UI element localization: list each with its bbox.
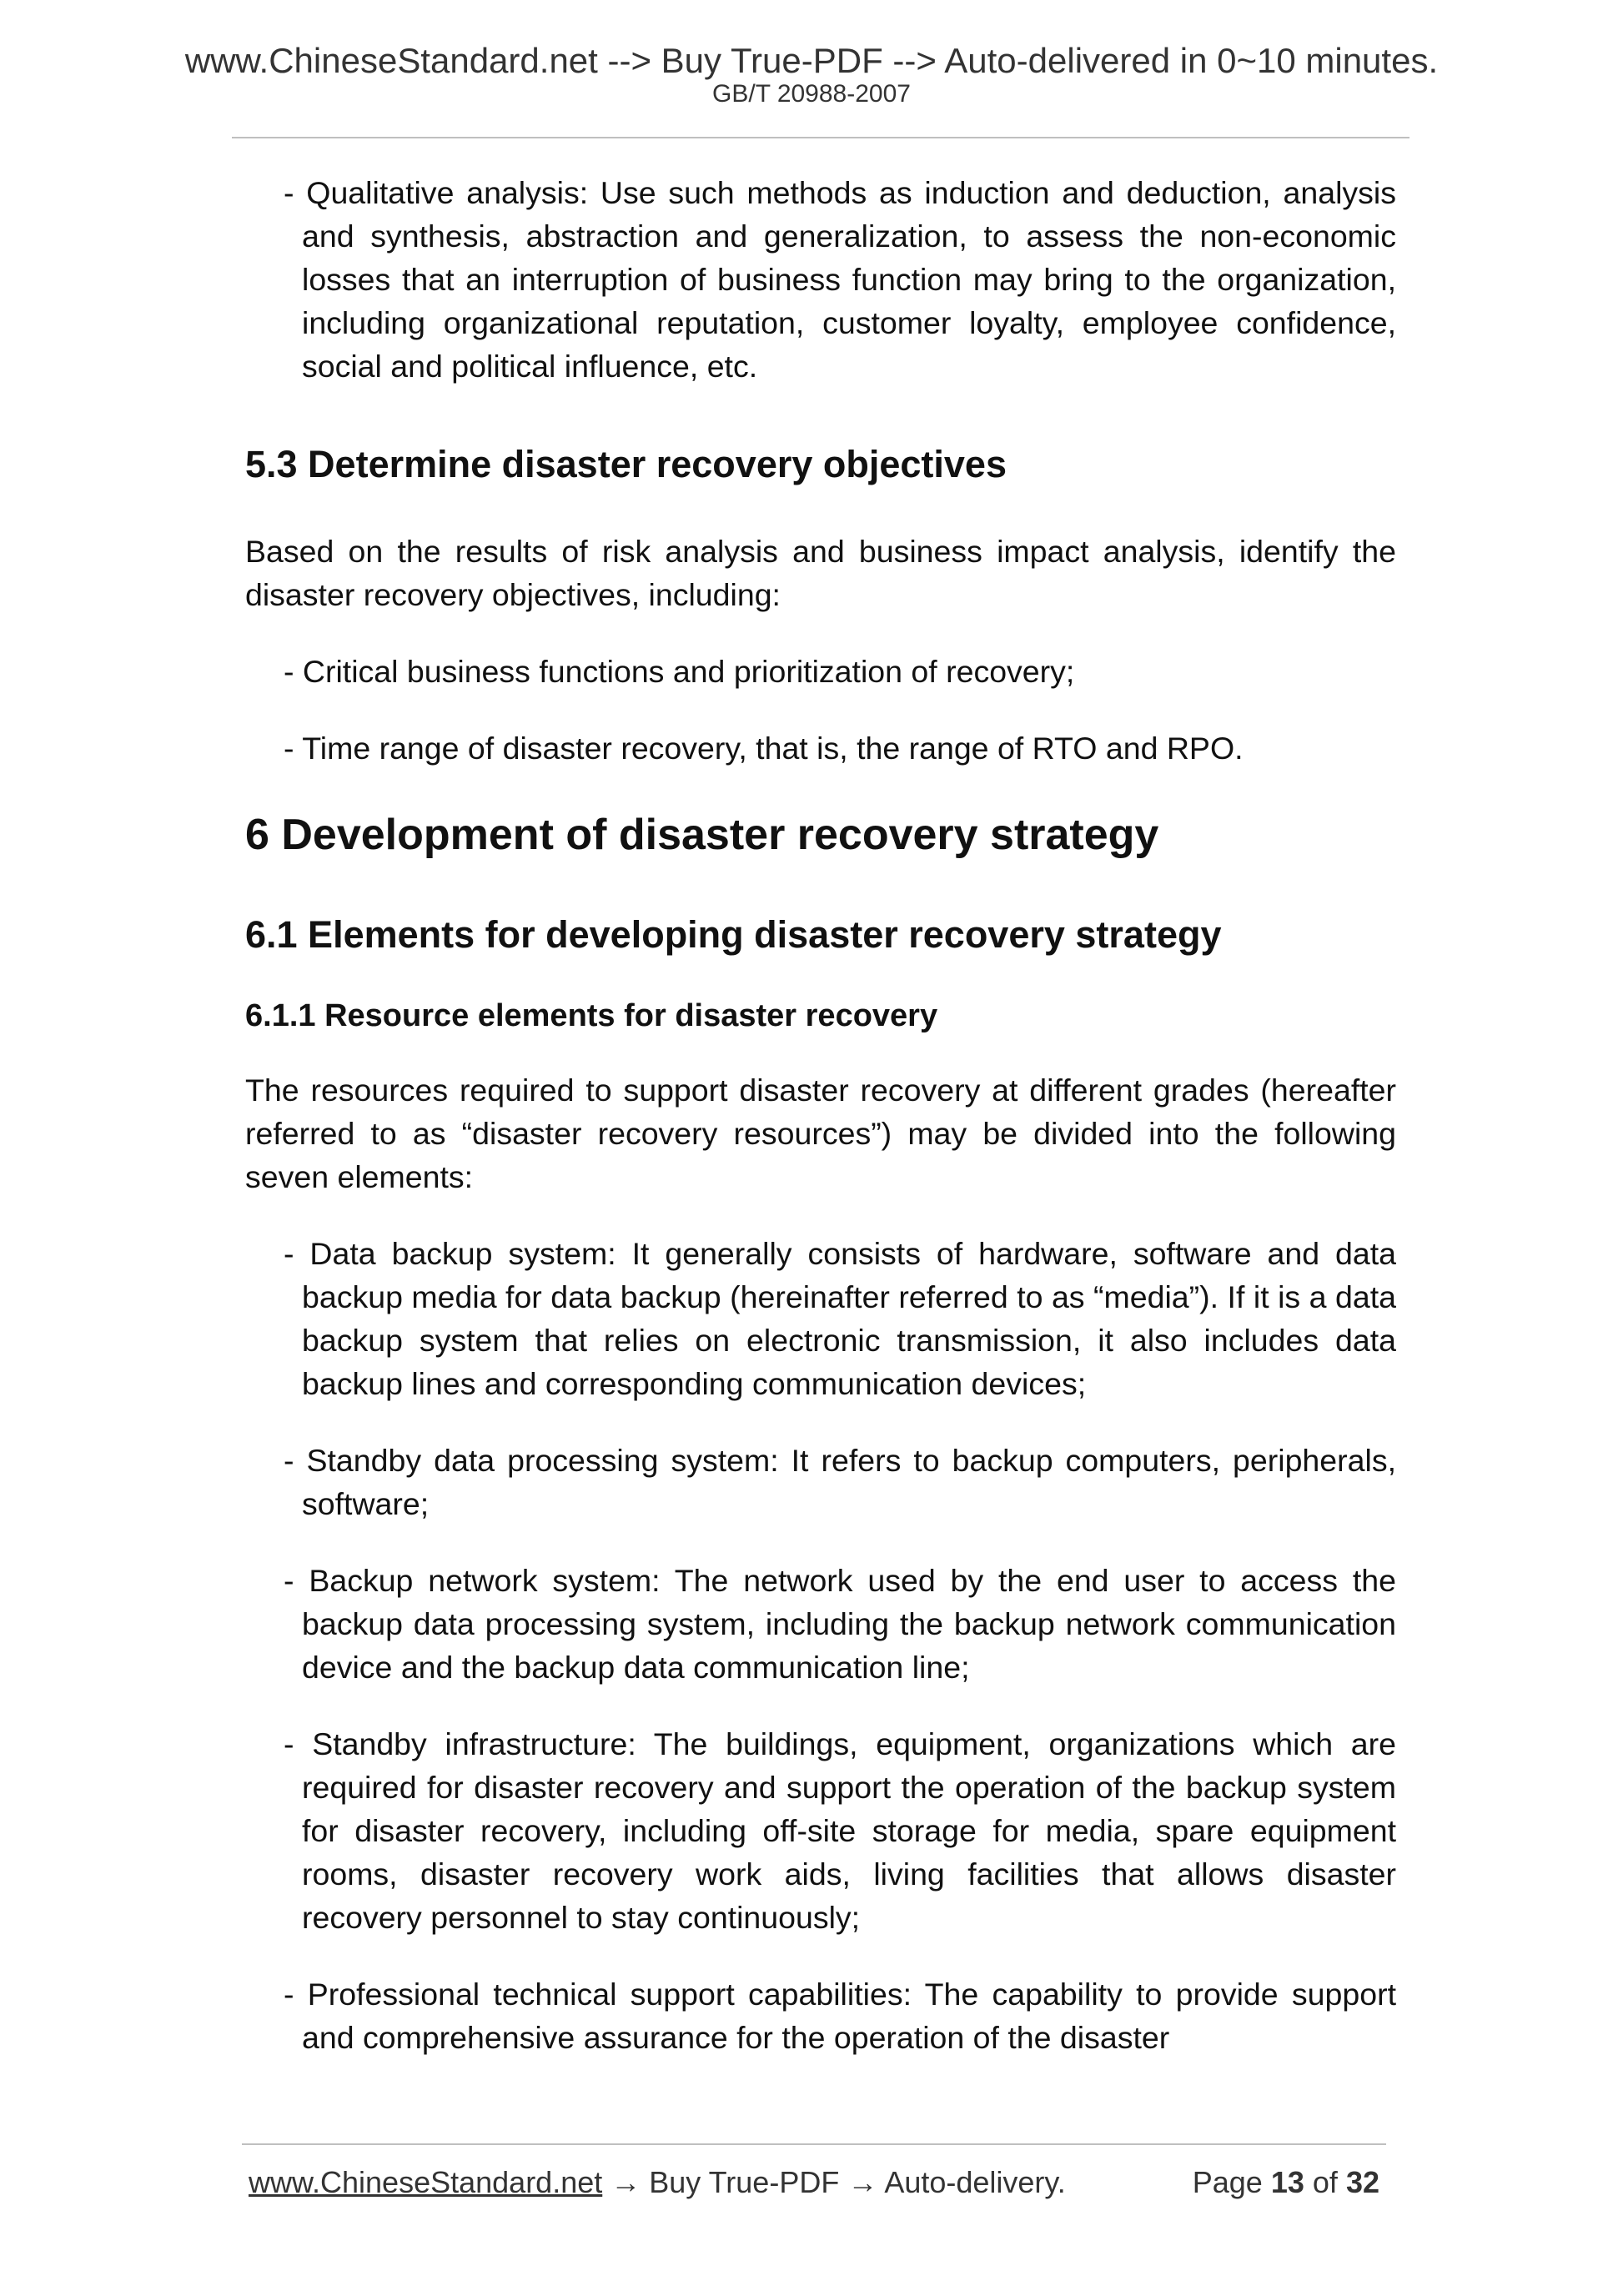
chapter-heading-6: 6 Development of disaster recovery strategy [245, 811, 1159, 859]
bullet-standby-data-processing: - Standby data processing system: It refers to backup computers, peripherals, software; [284, 1443, 1396, 1521]
page-content [245, 171, 1396, 2059]
bullet-backup-network-system: - Backup network system: The network used by the end user to access the backup data processing system, including the backup network communication device and the backup data communication line; [284, 1563, 1396, 1685]
paragraph-6-1-1: The resources required to support disaster recovery at different grades (hereafter referred to as “disaster recovery resources”) may be divided into the following seven elements: [245, 1073, 1396, 1194]
paragraph-5-3: Based on the results of risk analysis and business impact analysis, identify the disaster recovery objectives, including: [245, 534, 1396, 612]
site-banner: www.ChineseStandard.net --> Buy True-PDF --> Auto-delivered in 0~10 minutes. [184, 41, 1439, 80]
page-number [1193, 2165, 1379, 2200]
footer-site-link[interactable]: www.ChineseStandard.net [249, 2165, 603, 2199]
section-heading-6-1: 6.1 Elements for developing disaster recovery strategy [245, 913, 1222, 956]
footer-promo [249, 2165, 1066, 2200]
page-current: 13 [1270, 2165, 1304, 2199]
of-label: of [1312, 2165, 1338, 2199]
header-divider [232, 137, 1409, 138]
bullet-data-backup-system: - Data backup system: It generally consists of hardware, software and data backup media for data backup (hereinafter referred to as “media”). If it is a data backup system that relies on electronic transmission, it also includes data backup lines and corresponding communication devices; [284, 1236, 1396, 1401]
standard-id: GB/T 20988-2007 [712, 80, 911, 108]
subsection-heading-6-1-1: 6.1.1 Resource elements for disaster recovery [245, 998, 938, 1033]
footer-promo-text: → Buy True-PDF → Auto-delivery. [602, 2165, 1066, 2199]
bullet-professional-support: - Professional technical support capabilities: The capability to provide support and comprehensive assurance for the operation of the disaster [284, 1977, 1396, 2055]
footer-divider [242, 2143, 1386, 2145]
bullet-time-range: - Time range of disaster recovery, that is, the range of RTO and RPO. [284, 731, 1244, 766]
bullet-standby-infrastructure: - Standby infrastructure: The buildings, equipment, organizations which are required for disaster recovery and support the operation of the backup system for disaster recovery, including off-site storage for media, spare equipment rooms, disaster recovery work aids, living facilities that allows disaster recovery personnel to stay continuously; [284, 1726, 1396, 1935]
bullet-critical-functions: - Critical business functions and prioritization of recovery; [284, 654, 1075, 689]
page-total: 32 [1345, 2165, 1379, 2199]
section-heading-5-3: 5.3 Determine disaster recovery objectives [245, 443, 1007, 485]
bullet-qualitative-analysis: - Qualitative analysis: Use such methods as induction and deduction, analysis and synthesis, abstraction and generalization, to assess the non-economic losses that an interruption of business function may bring to the organization, including organizational reputation, customer loyalty, employee confidence, social and political influence, etc. [284, 175, 1396, 384]
page-label: Page [1192, 2165, 1263, 2199]
